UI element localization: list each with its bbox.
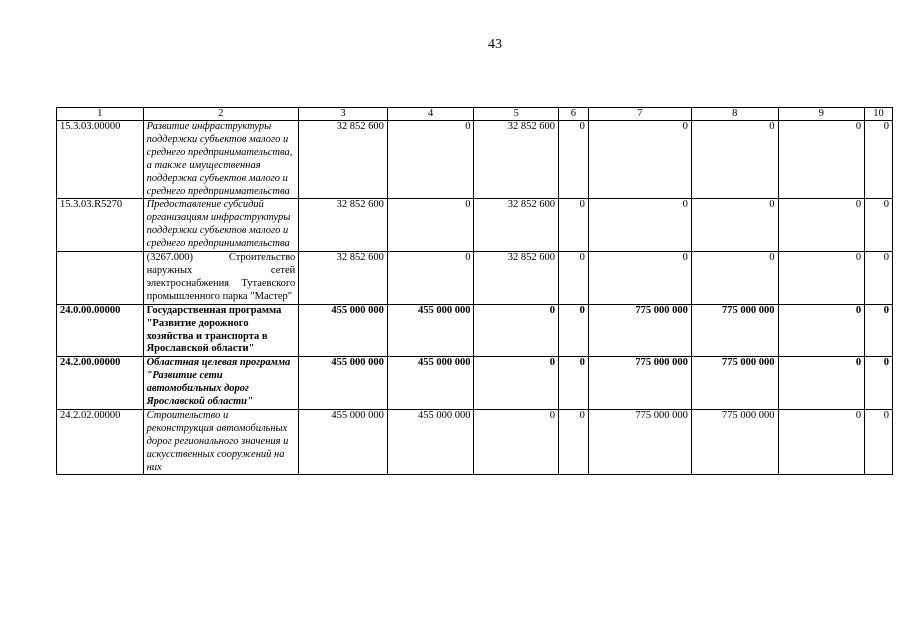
cell-value: 32 852 600: [474, 199, 559, 252]
row-name: Областная целевая программа "Развитие сети автомобильных дорог Ярославской области": [143, 357, 299, 410]
column-header: 10: [865, 108, 893, 121]
cell-value: 0: [778, 409, 865, 475]
cell-value: 455 000 000: [387, 409, 474, 475]
column-header: 9: [778, 108, 865, 121]
cell-value: 0: [778, 357, 865, 410]
cell-value: 0: [588, 252, 691, 305]
row-name: (3267.000) Строительство наружных сетей электроснабжения Тутаевского промышленного парка "Мастер": [143, 252, 299, 305]
cell-value: 0: [474, 409, 559, 475]
cell-value: 0: [865, 409, 893, 475]
column-header: 5: [474, 108, 559, 121]
cell-value: 0: [474, 304, 559, 357]
cell-value: 455 000 000: [299, 357, 388, 410]
row-code: 24.2.02.00000: [57, 409, 144, 475]
cell-value: 0: [865, 199, 893, 252]
column-header: 3: [299, 108, 388, 121]
row-code: 24.0.00.00000: [57, 304, 144, 357]
page-number: 43: [488, 37, 502, 52]
cell-value: 0: [558, 252, 588, 305]
cell-value: 32 852 600: [474, 121, 559, 199]
row-code: 24.2.00.00000: [57, 357, 144, 410]
row-code: 15.3.03.00000: [57, 121, 144, 199]
cell-value: 0: [778, 252, 865, 305]
row-name: Строительство и реконструкция автомобильных дорог регионального значения и искусственных сооружений на них: [143, 409, 299, 475]
table-row: [57, 199, 893, 252]
cell-value: 455 000 000: [387, 304, 474, 357]
cell-value: 0: [558, 199, 588, 252]
cell-value: 0: [691, 199, 778, 252]
table-row: [57, 409, 893, 475]
cell-value: 455 000 000: [299, 304, 388, 357]
column-header: 2: [143, 108, 299, 121]
cell-value: 32 852 600: [299, 199, 388, 252]
cell-value: 455 000 000: [387, 357, 474, 410]
cell-value: 0: [558, 357, 588, 410]
cell-value: 0: [387, 199, 474, 252]
row-name: Государственная программа "Развитие дорожного хозяйства и транспорта в Ярославской области": [143, 304, 299, 357]
cell-value: 0: [387, 121, 474, 199]
table-row: [57, 121, 893, 199]
cell-value: 775 000 000: [691, 357, 778, 410]
header-row: [57, 108, 893, 121]
cell-value: 0: [778, 304, 865, 357]
column-header: 1: [57, 108, 144, 121]
cell-value: 0: [558, 121, 588, 199]
cell-value: 0: [865, 304, 893, 357]
cell-value: 775 000 000: [588, 409, 691, 475]
cell-value: 32 852 600: [299, 121, 388, 199]
row-name: Предоставление субсидий организациям инфраструктуры поддержки субъектов малого и среднего предпринимательства: [143, 199, 299, 252]
cell-value: 0: [588, 121, 691, 199]
cell-value: 0: [588, 199, 691, 252]
cell-value: 775 000 000: [691, 304, 778, 357]
column-header: 8: [691, 108, 778, 121]
cell-value: 0: [691, 252, 778, 305]
row-code: [57, 252, 144, 305]
cell-value: 0: [558, 409, 588, 475]
cell-value: 0: [691, 121, 778, 199]
column-header: 4: [387, 108, 474, 121]
cell-value: 775 000 000: [588, 357, 691, 410]
cell-value: 775 000 000: [588, 304, 691, 357]
table-row: [57, 252, 893, 305]
column-header: 6: [558, 108, 588, 121]
table-row: [57, 304, 893, 357]
cell-value: 0: [865, 357, 893, 410]
cell-value: 455 000 000: [299, 409, 388, 475]
cell-value: 32 852 600: [299, 252, 388, 305]
budget-table: [56, 107, 893, 475]
cell-value: 0: [387, 252, 474, 305]
row-name: Развитие инфраструктуры поддержки субъектов малого и среднего предпринимательства, а также имущественная поддержка субъектов малого и среднего предпринимательства: [143, 121, 299, 199]
cell-value: 0: [558, 304, 588, 357]
cell-value: 32 852 600: [474, 252, 559, 305]
cell-value: 0: [865, 121, 893, 199]
cell-value: 0: [778, 199, 865, 252]
cell-value: 0: [865, 252, 893, 305]
cell-value: 0: [778, 121, 865, 199]
cell-value: 0: [474, 357, 559, 410]
row-code: 15.3.03.R5270: [57, 199, 144, 252]
cell-value: 775 000 000: [691, 409, 778, 475]
table-row: [57, 357, 893, 410]
column-header: 7: [588, 108, 691, 121]
